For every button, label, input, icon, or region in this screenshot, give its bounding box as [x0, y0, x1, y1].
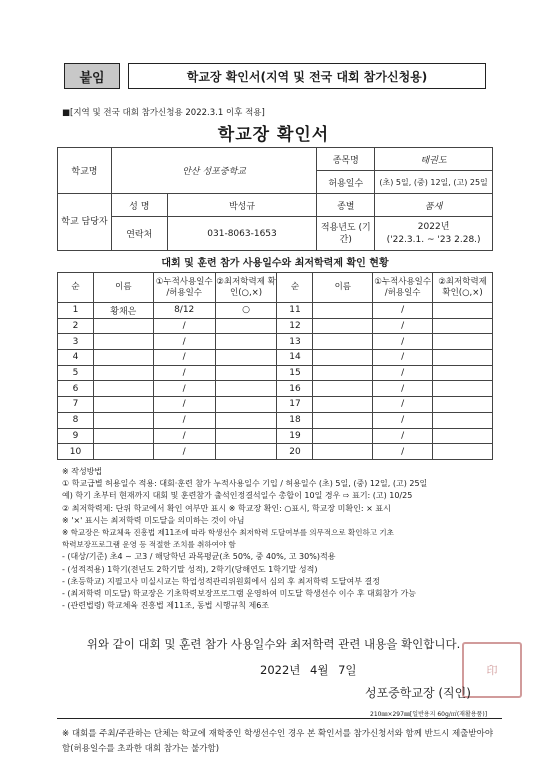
cell-days: /: [153, 318, 215, 334]
method-line: ② 최저학력제: 단위 학교에서 확인 여부만 표시 ※ 학교장 확인: ○표시, 학교장 미확인: × 표시: [62, 503, 391, 513]
cell-days: /: [373, 334, 433, 350]
cell-check: [433, 318, 493, 334]
cell-check: [433, 365, 493, 381]
cell-name: [313, 444, 373, 460]
cell-check: [433, 334, 493, 350]
method-line: - (대상/기준) 초4 ~ 고3 / 해당학년 과목평균(초 50%, 중 40%, 고 30%)적용: [62, 552, 336, 562]
page-title: 학교장 확인서: [217, 125, 330, 145]
table-row: [58, 350, 493, 366]
cell-name: [93, 428, 153, 444]
cell-no: 1: [58, 303, 94, 319]
cell-name: [93, 412, 153, 428]
cell-name: [313, 381, 373, 397]
cell-no: 16: [277, 381, 313, 397]
event-value: 태권도: [375, 148, 493, 171]
cell-name: 황채은: [93, 303, 153, 319]
contact-label: 연락처: [111, 217, 167, 251]
cell-no: 12: [277, 318, 313, 334]
principal-sign: 성포중학교장 (직인): [365, 686, 471, 700]
header-days: ①누적사용일수 /허용일수: [373, 273, 433, 303]
cell-name: [93, 381, 153, 397]
seal-mark: 印: [486, 664, 498, 677]
table-row: [58, 381, 493, 397]
cell-days: /: [373, 428, 433, 444]
cell-name: [93, 334, 153, 350]
header-no: 순: [58, 273, 94, 303]
cell-days: /: [373, 350, 433, 366]
year-value: 2022년: [417, 221, 450, 232]
cell-no: 11: [277, 303, 313, 319]
cell-days: 8/12: [153, 303, 215, 319]
sign-date: 2022년 4월 7일: [260, 663, 357, 677]
header-check: ②최저학력제 확인(○,×): [433, 273, 493, 303]
year-period: ('22.3.1. ~ '23 2.28.): [386, 234, 481, 245]
method-line: - (관련법령) 학교체육 진흥법 제11조, 동법 시행규칙 제6조: [62, 601, 270, 611]
cell-check: [433, 412, 493, 428]
allow-label: 허용일수: [317, 171, 375, 194]
school-label: 학교명: [58, 148, 112, 194]
method-line: - (초등학교) 지필고사 미실시교는 학업성적관리위원회에서 심의 후 최저학력 도달여부 결정: [62, 576, 380, 586]
cell-no: 20: [277, 444, 313, 460]
attachment-badge: 붙임: [64, 63, 120, 89]
contact-value: 031-8063-1653: [167, 217, 317, 251]
paper-spec: 210㎜×297㎜[일반용지 60g/㎡(재활용품)]: [370, 711, 488, 718]
cell-check: [215, 412, 277, 428]
allow-value: (초) 5일, (중) 12일, (고) 25일: [375, 171, 493, 194]
cell-days: /: [153, 444, 215, 460]
cell-check: [215, 428, 277, 444]
stats-table: [57, 272, 493, 460]
cell-name: [93, 397, 153, 413]
cell-days: /: [153, 365, 215, 381]
cell-days: /: [373, 381, 433, 397]
cell-name: [313, 350, 373, 366]
name-label: 성 명: [111, 194, 167, 217]
method-line: ※ 학교장은 학교체육 진흥법 제11조에 따라 학생선수 최저학력 도달여부를 의무적으로 확인하고 기초: [62, 528, 394, 538]
table-row: [58, 412, 493, 428]
name-value: 박성규: [167, 194, 317, 217]
cell-check: [215, 318, 277, 334]
header-name: 이름: [313, 273, 373, 303]
header-days: ①누적사용일수 /허용일수: [153, 273, 215, 303]
table-row: [58, 303, 493, 319]
cell-check: [433, 428, 493, 444]
cell-name: [313, 303, 373, 319]
cell-days: /: [373, 412, 433, 428]
cell-check: [215, 397, 277, 413]
table-row: [58, 318, 493, 334]
cell-no: 18: [277, 412, 313, 428]
cell-days: /: [153, 397, 215, 413]
cell-no: 17: [277, 397, 313, 413]
header-no: 순: [277, 273, 313, 303]
cell-name: [313, 428, 373, 444]
cell-no: 10: [58, 444, 94, 460]
cell-no: 14: [277, 350, 313, 366]
cell-name: [313, 334, 373, 350]
cell-days: /: [373, 303, 433, 319]
cell-no: 19: [277, 428, 313, 444]
cell-check: [433, 303, 493, 319]
table-row: [58, 397, 493, 413]
cell-check: [215, 350, 277, 366]
info-table: [57, 147, 493, 251]
cell-name: [313, 365, 373, 381]
school-name: 안산 성포중학교: [111, 148, 316, 194]
cell-name: [93, 444, 153, 460]
cell-check: [215, 381, 277, 397]
cell-days: /: [373, 397, 433, 413]
footnote: ※ 대회를 주최/주관하는 단체는 학교에 재학중인 학생선수인 경우 본 확인서를 참가신청서와 함께 반드시 제출받아야 함(허용일수를 초과한 대회 참가는 불가함): [62, 729, 494, 754]
event-label: 종목명: [317, 148, 375, 171]
table-row: [58, 365, 493, 381]
cell-no: 9: [58, 428, 94, 444]
cell-no: 6: [58, 381, 94, 397]
cell-no: 4: [58, 350, 94, 366]
cell-check: ○: [215, 303, 277, 319]
table-row: [58, 334, 493, 350]
cell-check: [433, 444, 493, 460]
manager-label: 학교 담당자: [58, 194, 112, 251]
cell-check: [433, 350, 493, 366]
header-title: 학교장 확인서(지역 및 전국 대회 참가신청용): [128, 63, 486, 89]
cell-name: [93, 318, 153, 334]
method-line: ① 학교급별 허용일수 적용: 대회·훈련 참가 누적사용일수 기입 / 허용일수 (초) 5일, (중) 12일, (고) 25일: [62, 479, 428, 489]
cell-days: /: [373, 365, 433, 381]
method-line: - (성적적용) 1학기(전년도 2학기말 성적), 2학기(당해연도 1학기말 성적): [62, 564, 318, 574]
type-value: 품새: [375, 194, 493, 217]
writing-method: [62, 466, 502, 612]
cell-check: [215, 444, 277, 460]
cell-days: /: [373, 318, 433, 334]
cell-no: 13: [277, 334, 313, 350]
cell-check: [215, 365, 277, 381]
cell-days: /: [153, 381, 215, 397]
table-row: [58, 444, 493, 460]
cell-no: 15: [277, 365, 313, 381]
cell-no: 8: [58, 412, 94, 428]
cell-no: 5: [58, 365, 94, 381]
header-name: 이름: [93, 273, 153, 303]
cell-days: /: [153, 350, 215, 366]
official-seal: [462, 642, 522, 698]
confirm-text: 위와 같이 대회 및 훈련 참가 사용일수와 최저학력 관련 내용을 확인합니다.: [86, 637, 461, 651]
cell-days: /: [153, 412, 215, 428]
divider: [57, 718, 502, 719]
stats-header-row: [58, 273, 493, 303]
cell-no: 3: [58, 334, 94, 350]
stats-title: 대회 및 훈련 참가 사용일수와 최저학력제 확인 현황: [161, 258, 389, 269]
type-label: 종별: [317, 194, 375, 217]
cell-check: [433, 397, 493, 413]
cell-name: [93, 365, 153, 381]
cell-name: [313, 318, 373, 334]
method-line: ※ '×' 표시는 최저학력 미도달을 의미하는 것이 아님: [62, 515, 245, 525]
cell-check: [433, 381, 493, 397]
cell-name: [93, 350, 153, 366]
cell-days: /: [153, 334, 215, 350]
cell-no: 2: [58, 318, 94, 334]
cell-check: [215, 334, 277, 350]
method-line: 예) 학기 초부터 현재까지 대회 및 훈련참가 출석인정결석일수 총합이 10일 경우 ⇨ 표기: (고) 10/25: [62, 491, 413, 501]
cell-name: [313, 397, 373, 413]
header-check: ②최저학력제 확인(○,×): [215, 273, 277, 303]
cell-days: /: [153, 428, 215, 444]
table-row: [58, 428, 493, 444]
year-cell: [375, 217, 493, 251]
cell-days: /: [373, 444, 433, 460]
method-line: 학력보장프로그램 운영 등 적절한 조치를 취하여야 함: [62, 540, 236, 550]
cell-name: [313, 412, 373, 428]
method-line: ※ 작성방법: [62, 467, 103, 476]
application-note: ■[지역 및 전국 대회 참가신청용 2022.3.1 이후 적용]: [62, 108, 265, 118]
cell-no: 7: [58, 397, 94, 413]
method-line: - (최저학력 미도달) 학교장은 기초학력보장프로그램 운영하여 미도달 학생선수 이수 후 대회참가 가능: [62, 589, 416, 599]
year-label: 적용년도 (기간): [317, 217, 375, 251]
